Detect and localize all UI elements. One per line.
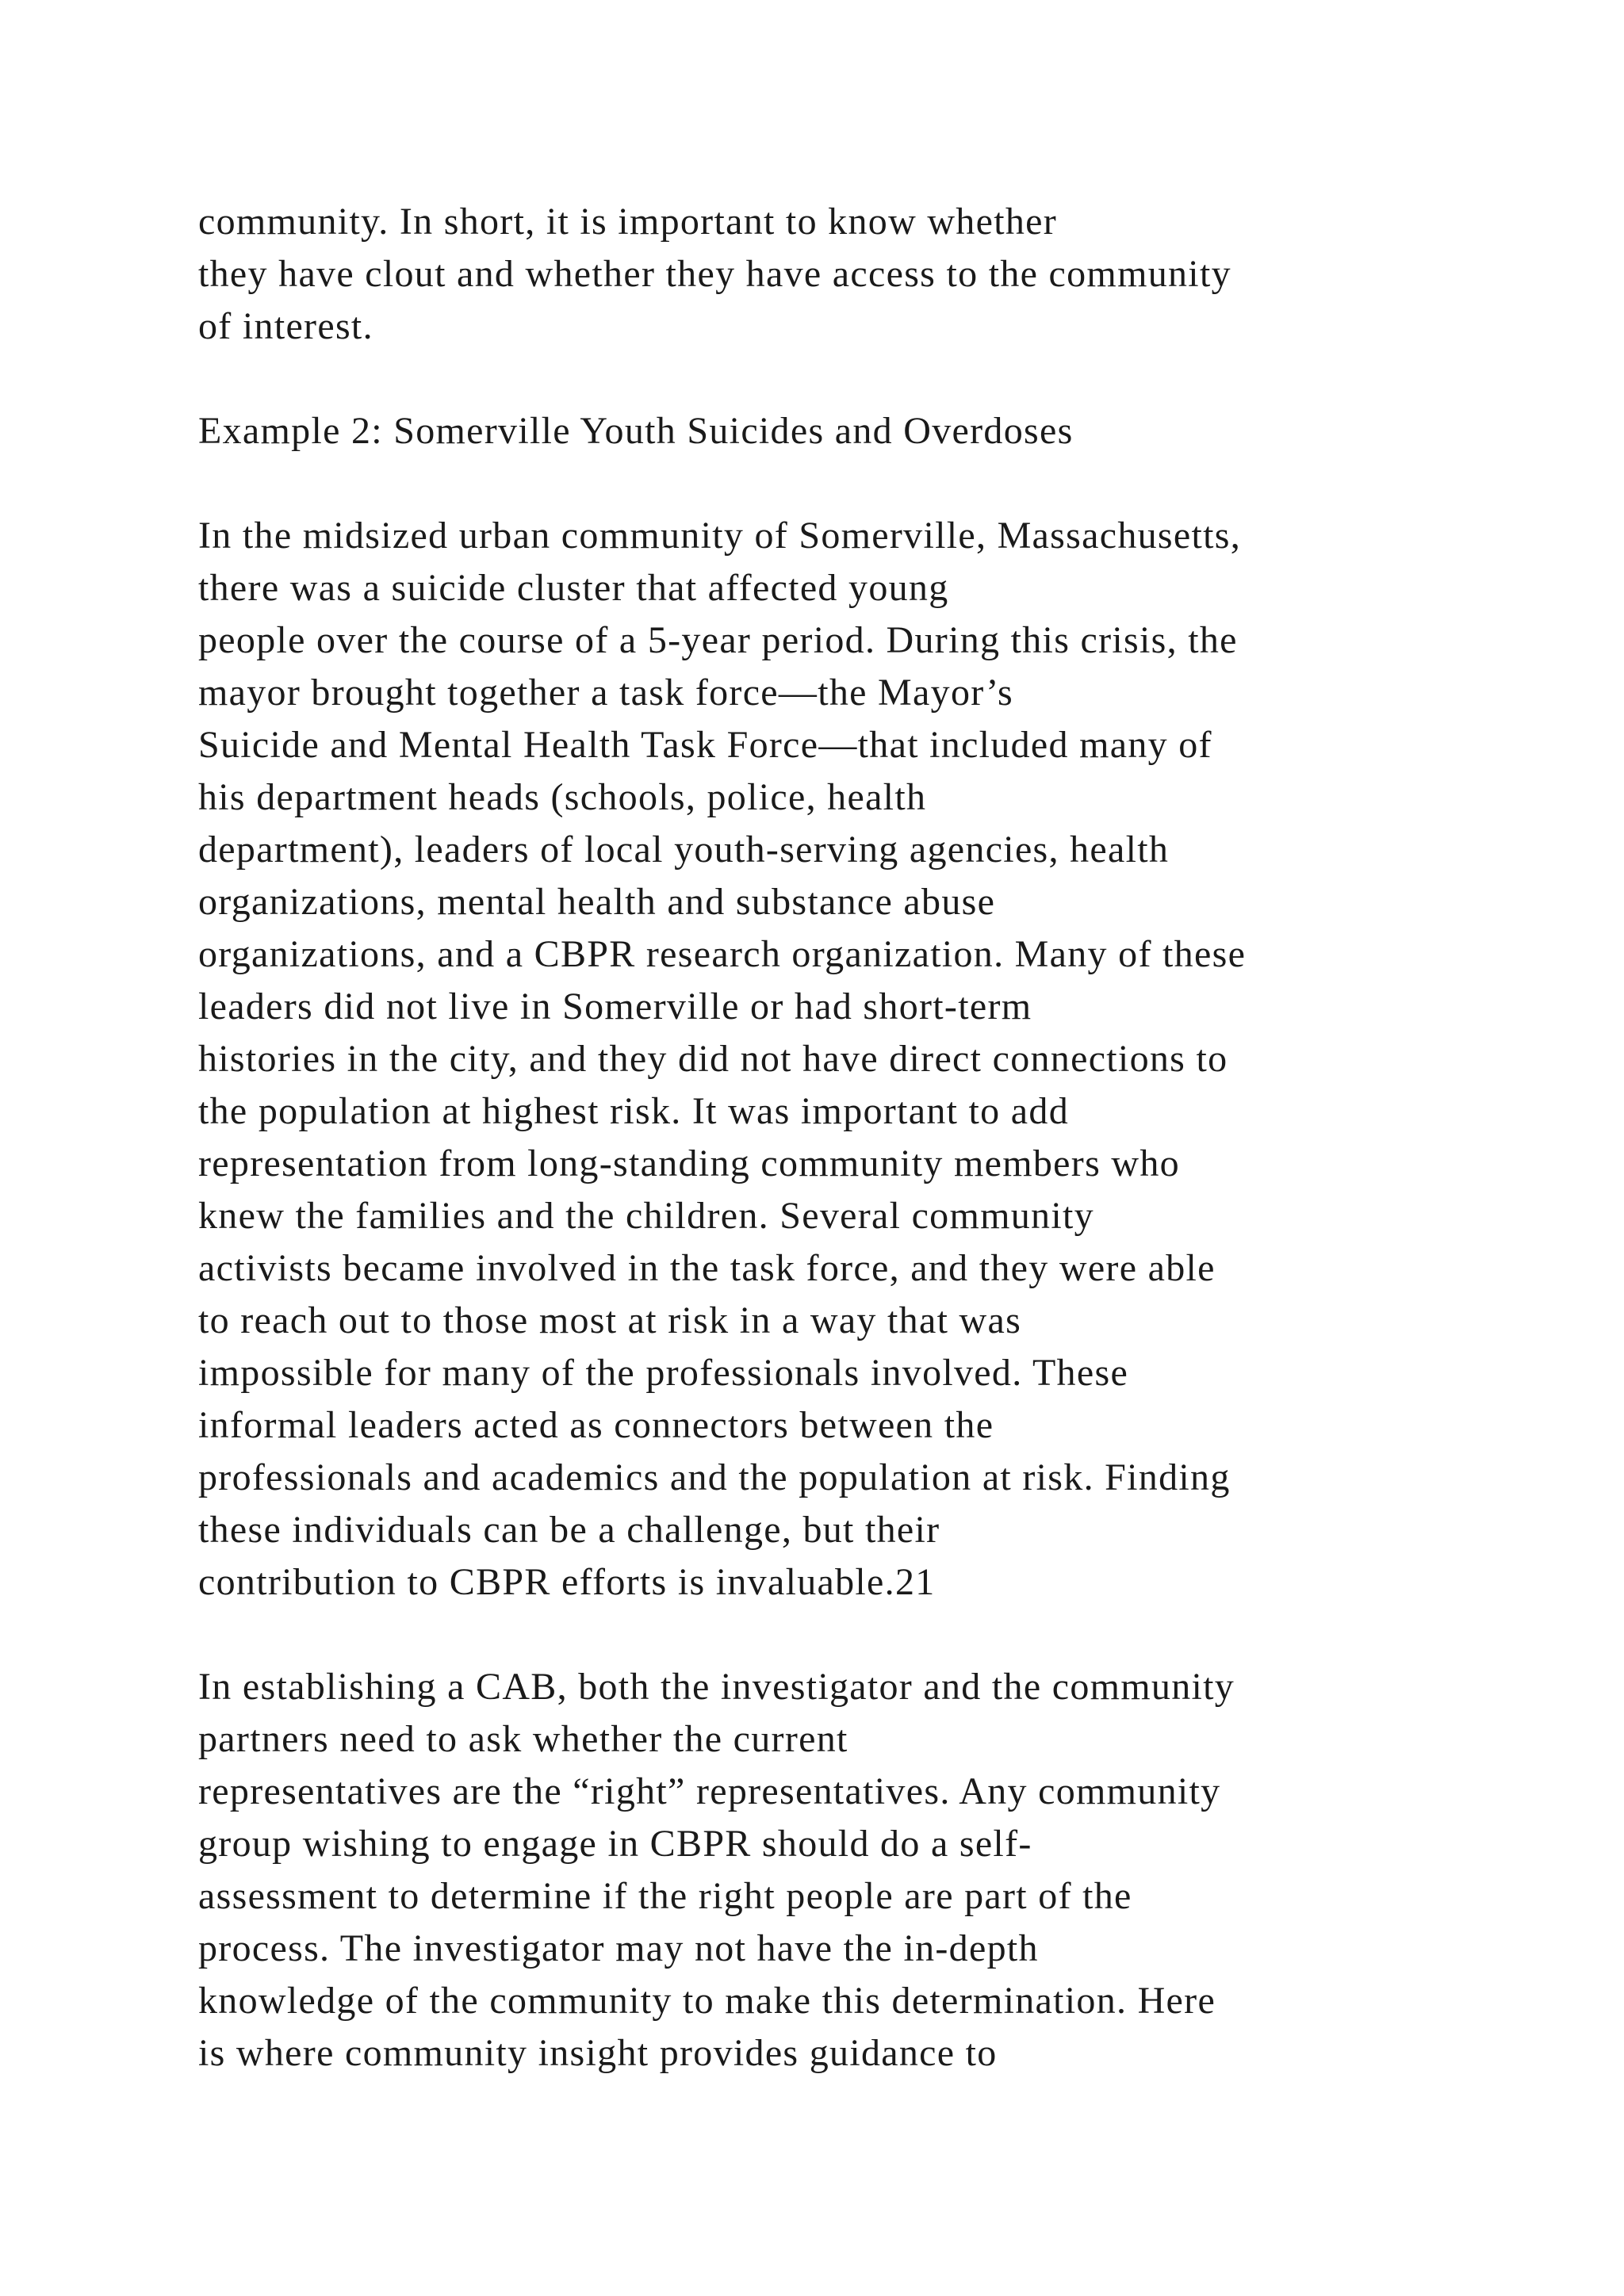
paragraph-gap (198, 353, 1610, 405)
text-line: mayor brought together a task force—the Mayor’s (198, 672, 1013, 714)
text-line: organizations, and a CBPR research organization. Many of these (198, 933, 1247, 975)
text-line: process. The investigator may not have the in-depth (198, 1927, 1039, 1969)
text-line: people over the course of a 5-year period. During this crisis, the (198, 619, 1238, 661)
text-line: impossible for many of the professionals involved. These (198, 1352, 1129, 1394)
text-line: these individuals can be a challenge, but their (198, 1509, 940, 1551)
text-line: his department heads (schools, police, health (198, 776, 927, 818)
text-line: department), leaders of local youth-serving agencies, health (198, 828, 1170, 871)
text-line: there was a suicide cluster that affected young (198, 567, 949, 609)
text-line: knew the families and the children. Several community (198, 1195, 1094, 1237)
text-line: histories in the city, and they did not have direct connections to (198, 1038, 1228, 1080)
paragraph-somerville-example (198, 510, 1610, 1609)
text-line: professionals and academics and the population at risk. Finding (198, 1456, 1231, 1498)
text-line: partners need to ask whether the current (198, 1718, 848, 1760)
text-line: of interest. (198, 305, 373, 347)
text-line: In the midsized urban community of Somerville, Massachusetts, (198, 515, 1242, 557)
text-line: Suicide and Mental Health Task Force—that included many of (198, 724, 1212, 766)
text-line: knowledge of the community to make this determination. Here (198, 1980, 1216, 2022)
document-body (198, 196, 1610, 2080)
text-line: they have clout and whether they have access to the community (198, 253, 1231, 295)
text-line: activists became involved in the task force, and they were able (198, 1247, 1216, 1289)
text-line: informal leaders acted as connectors between the (198, 1404, 994, 1446)
paragraph-cab-establishment (198, 1661, 1610, 2080)
text-line: the population at highest risk. It was important to add (198, 1090, 1069, 1132)
text-line: leaders did not live in Somerville or had short-term (198, 985, 1032, 1027)
text-line: contribution to CBPR efforts is invaluable.21 (198, 1561, 936, 1603)
text-line: group wishing to engage in CBPR should do a self- (198, 1823, 1032, 1865)
text-line: representatives are the “right” representatives. Any community (198, 1770, 1221, 1812)
text-line: In establishing a CAB, both the investigator and the community (198, 1666, 1235, 1708)
example-heading-text: Example 2: Somerville Youth Suicides and Overdoses (198, 410, 1074, 452)
text-line: to reach out to those most at risk in a way that was (198, 1299, 1022, 1341)
text-line: assessment to determine if the right people are part of the (198, 1875, 1132, 1917)
text-line: representation from long-standing community members who (198, 1142, 1180, 1184)
text-line: organizations, mental health and substance abuse (198, 881, 996, 923)
text-line: is where community insight provides guidance to (198, 2032, 998, 2074)
paragraph-intro-continuation (198, 196, 1610, 353)
example-heading (198, 405, 1610, 457)
text-line: community. In short, it is important to know whether (198, 201, 1058, 243)
paragraph-gap (198, 457, 1610, 510)
paragraph-gap (198, 1609, 1610, 1661)
